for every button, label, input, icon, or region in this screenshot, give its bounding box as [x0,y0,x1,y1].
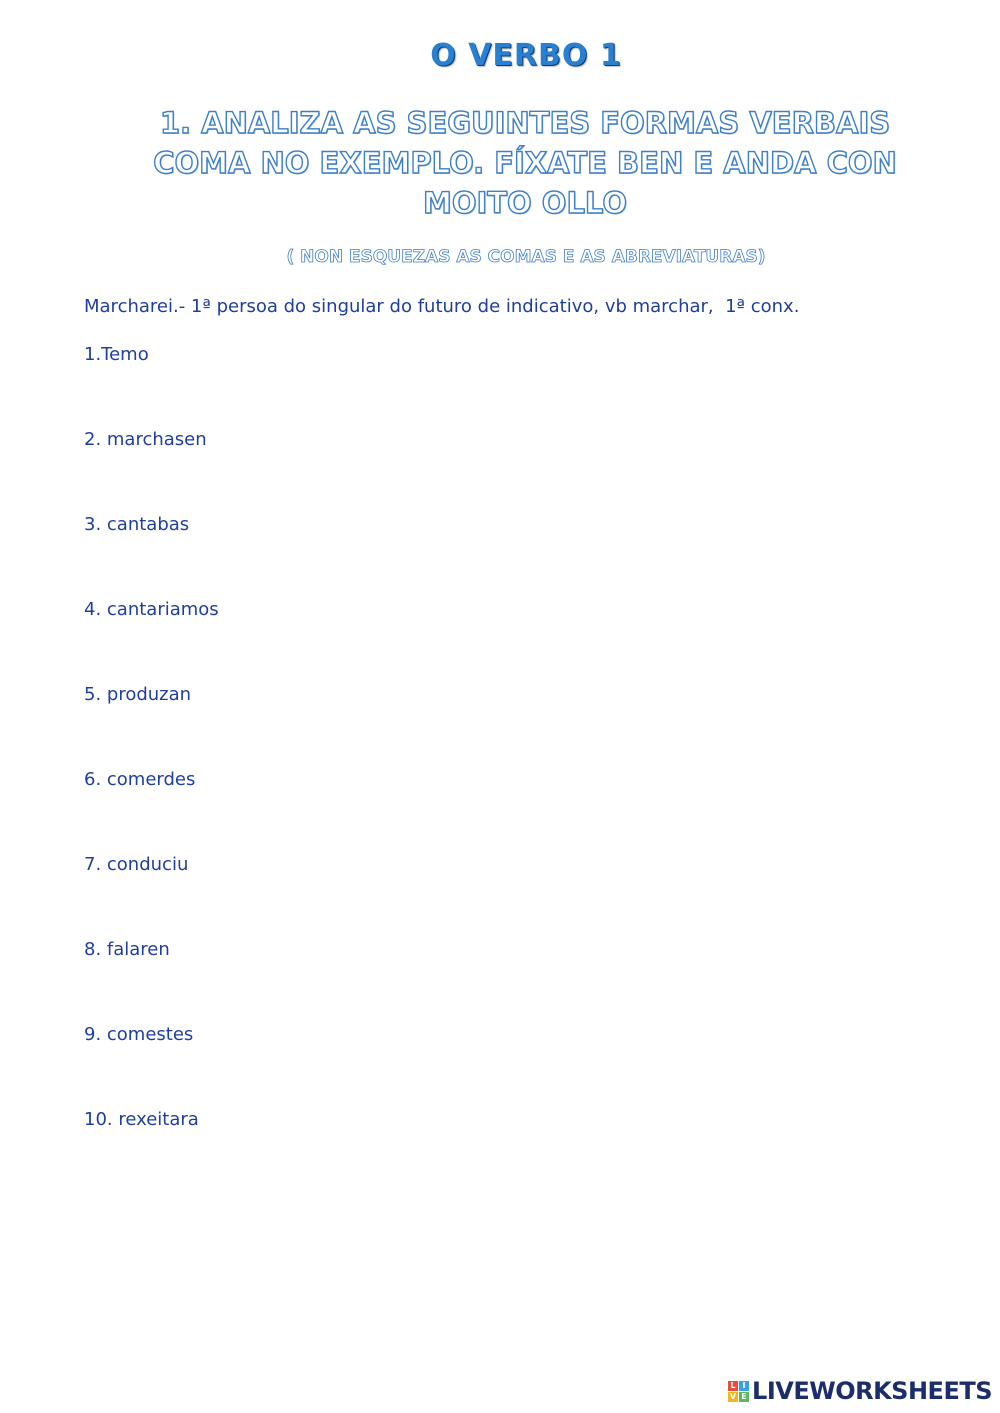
logo-text: LIVEWORKSHEETS [752,1377,992,1405]
verb-list [84,343,219,1193]
list-item: 8. falaren [84,939,170,960]
page-title: O VERBO 1 [430,38,622,73]
list-item: 3. cantabas [84,514,190,535]
exercise-note: ( NON ESQUEZAS AS COMAS E AS ABREVIATURAS) [286,247,766,267]
list-item: 9. comestes [84,1024,194,1045]
list-item: 1.Temo [84,344,149,365]
list-item: 2. marchasen [84,429,207,450]
list-item: 5. produzan [84,684,192,705]
list-item: 7. conduciu [84,854,189,875]
exercise-instruction: 1. ANALIZA AS SEGUINTES FORMAS VERBAIS COMA NO EXEMPLO. FÍXATE BEN E ANDA CON MOITO OLLO [153,106,897,220]
list-item: 4. cantariamos [84,599,219,620]
example-answer: Marcharei.- 1ª persoa do singular do futuro de indicativo, vb marchar, 1ª conx. [84,296,800,317]
list-item: 10. rexeitara [84,1109,199,1130]
list-item: 6. comerdes [84,769,196,790]
liveworksheets-logo [728,1379,992,1403]
liveworksheets-logo-icon: L I V E [728,1381,749,1402]
